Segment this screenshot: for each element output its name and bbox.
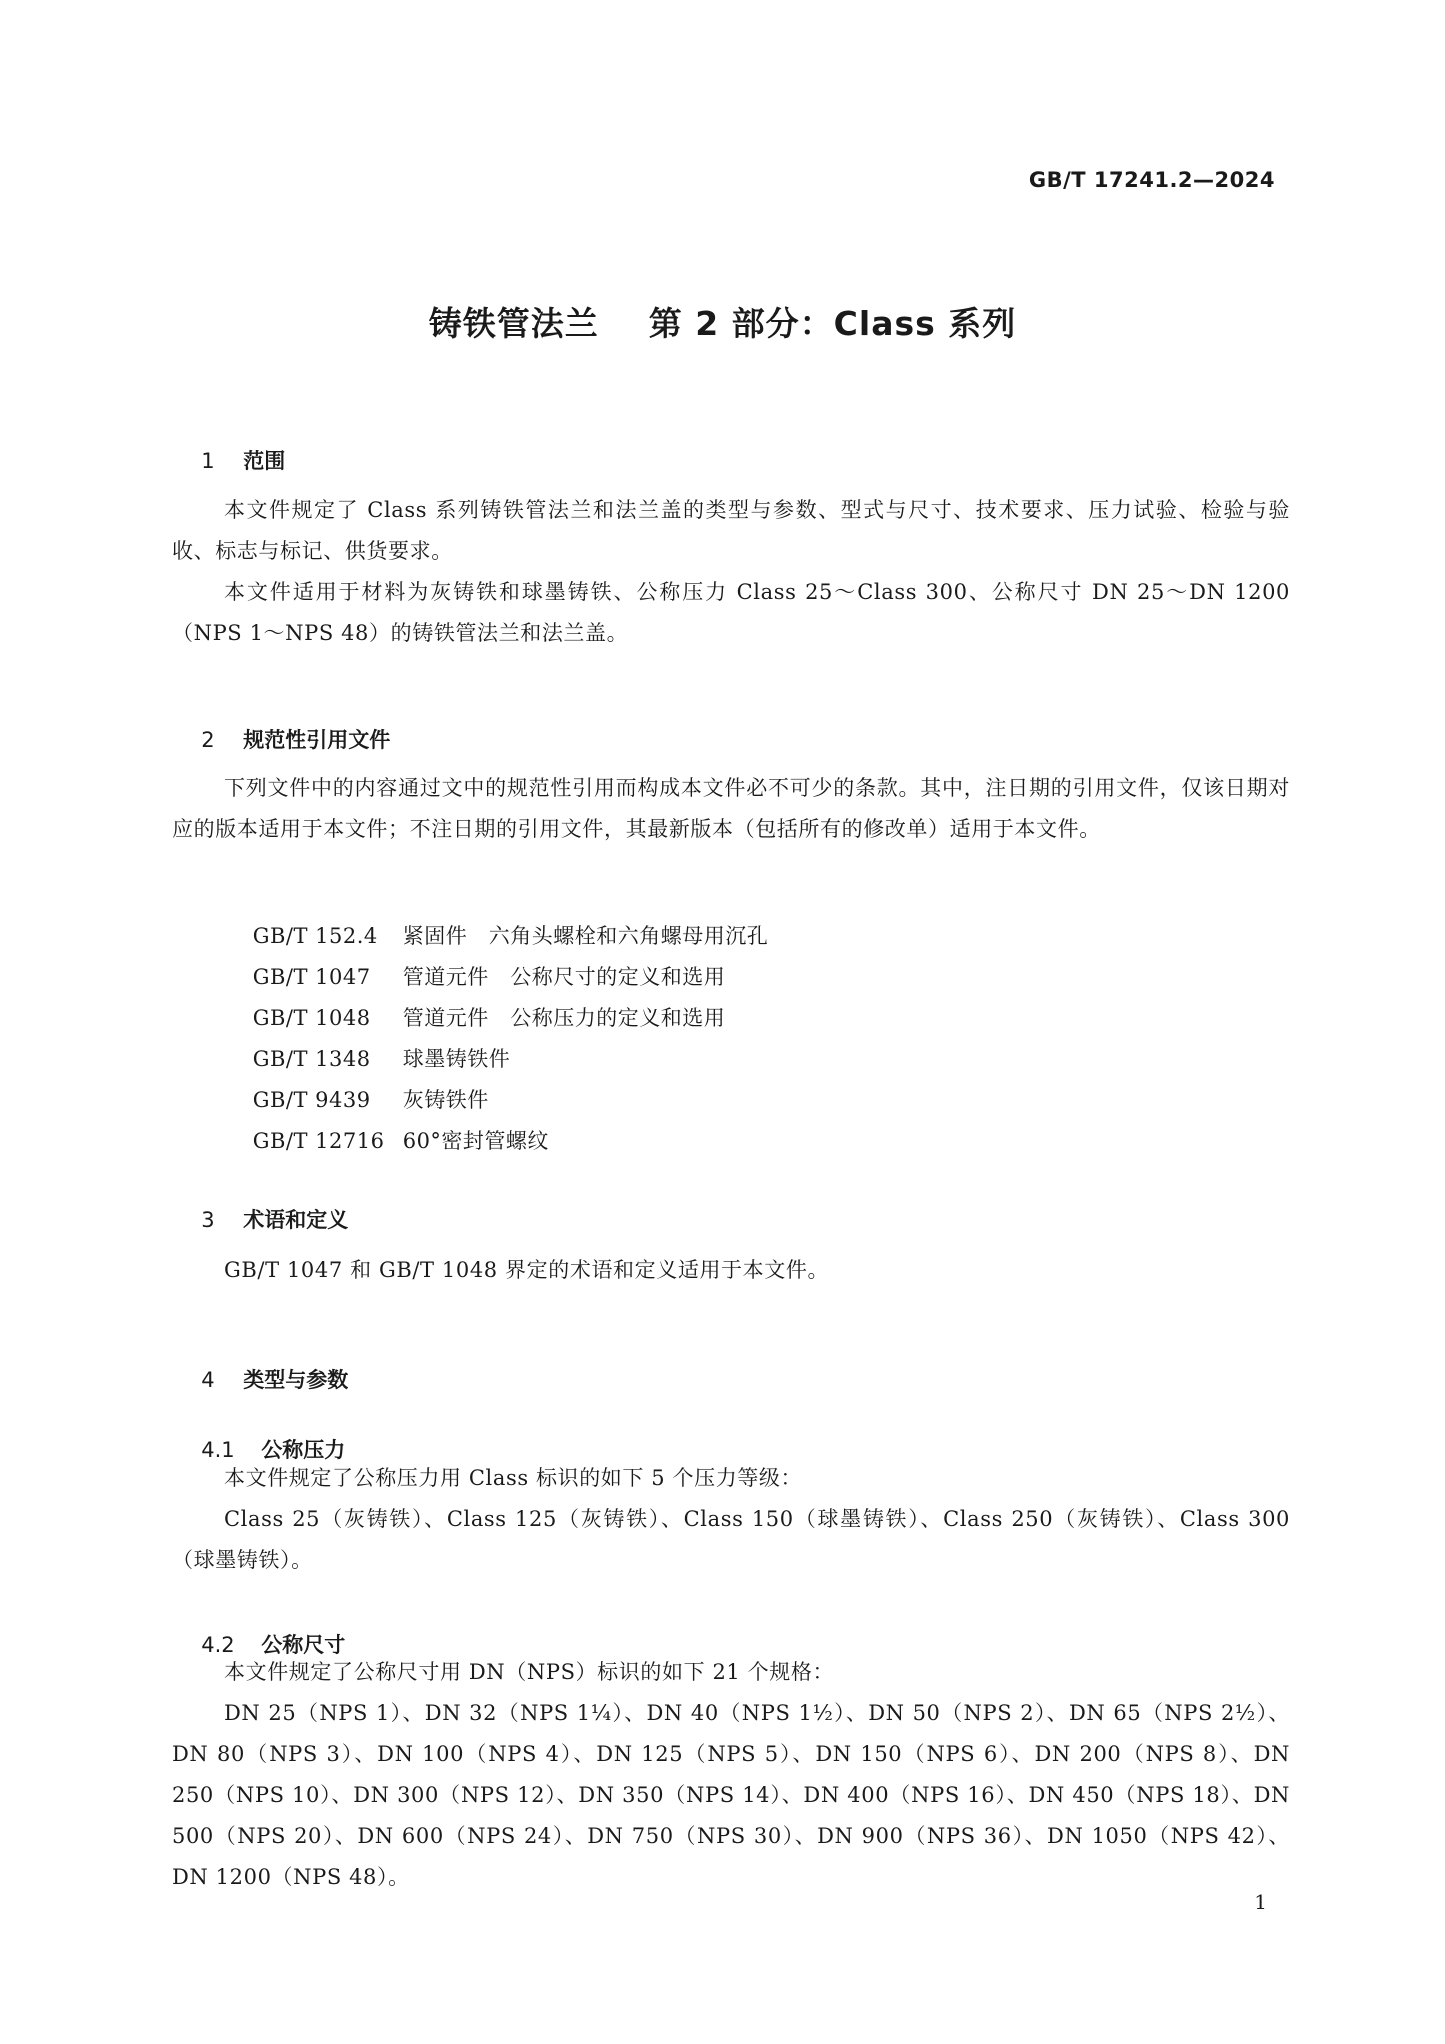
subsection-number: 4.2 — [201, 1633, 235, 1657]
reference-title: 管道元件 公称压力的定义和选用 — [402, 1006, 726, 1030]
reference-code: GB/T 9439 — [252, 1088, 371, 1112]
paragraph: Class 25（灰铸铁）、Class 125（灰铸铁）、Class 150（球墨铸铁）、Class 250（灰铸铁）、Class 300（球墨铸铁）。 — [172, 1507, 1290, 1572]
standard-code: GB/T 17241.2—2024 — [1028, 168, 1275, 192]
reference-title: 球墨铸铁件 — [402, 1047, 511, 1071]
reference-item — [224, 1101, 549, 1179]
document-title: 铸铁管法兰 第 2 部分：Class 系列 — [428, 304, 1017, 343]
reference-code: GB/T 12716 — [252, 1129, 385, 1153]
reference-code: GB/T 1048 — [252, 1006, 371, 1030]
section-title: 规范性引用文件 — [243, 728, 391, 752]
paragraph: 下列文件中的内容通过文中的规范性引用而构成本文件必不可少的条款。其中，注日期的引用文件，仅该日期对应的版本适用于本文件；不注日期的引用文件，其最新版本（包括所有的修改单）适用于本文件。 — [172, 776, 1290, 841]
subsection-number: 4.1 — [201, 1438, 235, 1462]
reference-title: 紧固件 六角头螺栓和六角螺母用沉孔 — [402, 924, 769, 948]
section-title: 类型与参数 — [243, 1368, 349, 1392]
paragraph: 本文件规定了公称尺寸用 DN（NPS）标识的如下 21 个规格： — [224, 1660, 835, 1684]
section-number: 3 — [201, 1208, 215, 1232]
section-number: 1 — [201, 449, 215, 473]
subsection-title: 公称尺寸 — [261, 1633, 346, 1657]
paragraph: GB/T 1047 和 GB/T 1048 界定的术语和定义适用于本文件。 — [224, 1258, 830, 1282]
section-number: 2 — [201, 728, 215, 752]
reference-title: 灰铸铁件 — [402, 1088, 489, 1112]
section-heading-scope — [172, 421, 285, 499]
paragraph: 本文件规定了 Class 系列铸铁管法兰和法兰盖的类型与参数、型式与尺寸、技术要求、压力试验、检验与验收、标志与标记、供货要求。 — [172, 498, 1290, 563]
reference-code: GB/T 1348 — [252, 1047, 371, 1071]
subsection-title: 公称压力 — [261, 1438, 346, 1462]
section-number: 4 — [201, 1368, 215, 1392]
paragraph: 本文件规定了公称压力用 Class 标识的如下 5 个压力等级： — [224, 1466, 803, 1490]
reference-code: GB/T 1047 — [252, 965, 371, 989]
section-title: 范围 — [243, 449, 286, 473]
paragraph: 本文件适用于材料为灰铸铁和球墨铸铁、公称压力 Class 25～Class 300、公称尺寸 DN 25～DN 1200（NPS 1～NPS 48）的铸铁管法兰和法兰盖。 — [172, 580, 1290, 645]
section-heading-terms — [172, 1180, 348, 1258]
section-heading-types-parameters — [172, 1340, 348, 1418]
page-number: 1 — [1254, 1890, 1267, 1914]
section-heading-normative-references — [172, 700, 390, 778]
reference-title: 管道元件 公称尺寸的定义和选用 — [402, 965, 726, 989]
section-title: 术语和定义 — [243, 1208, 349, 1232]
reference-title: 60°密封管螺纹 — [402, 1129, 549, 1153]
paragraph: DN 25（NPS 1）、DN 32（NPS 1¼）、DN 40（NPS 1½）、DN 50（NPS 2）、DN 65（NPS 2½）、DN 80（NPS 3）、DN 100（NPS 4）、DN 125（NPS 5）、DN 150（NPS 6）、DN 200（NPS 8）、DN 250（NPS 10）、DN 300（NPS 12）、DN 350（NPS 14）、DN 400（NPS 16）、DN 450（NPS 18）、DN 500（NPS 20）、DN 600（NPS 24）、DN 750（NPS 30）、DN 900（NPS 36）、DN 1050（NPS 42）、DN 1200（NPS 48）。 — [172, 1701, 1290, 1889]
reference-code: GB/T 152.4 — [252, 924, 378, 948]
